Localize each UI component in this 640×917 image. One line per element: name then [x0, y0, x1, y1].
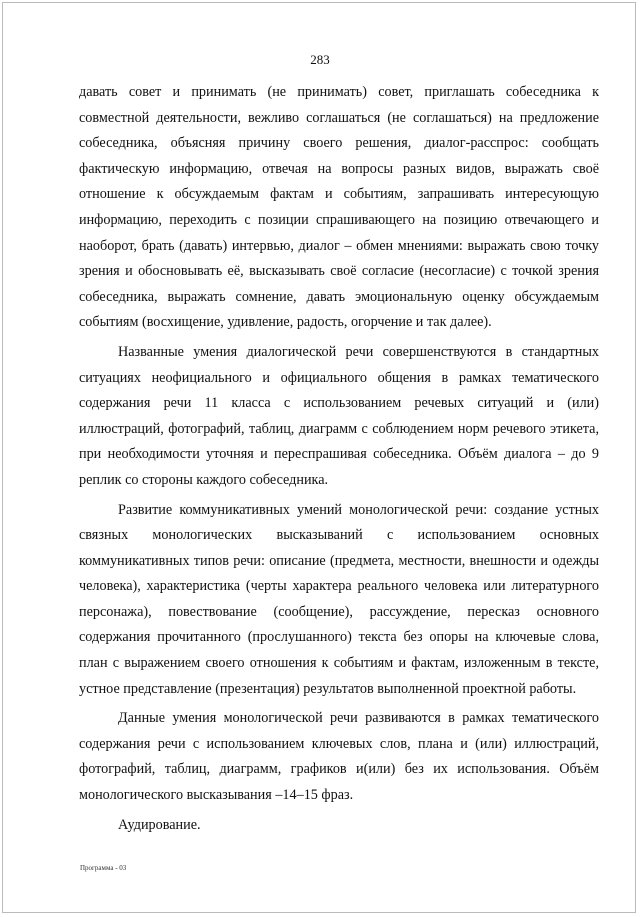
- page-number: 283: [310, 52, 330, 67]
- page-footer: Программа - 03: [80, 864, 127, 872]
- section-heading-listening: Аудирование.: [118, 816, 201, 833]
- document-body: [79, 80, 599, 838]
- paragraph-dialog-skills: давать совет и принимать (не принимать) совет, приглашать собеседника к совместной деятельности, вежливо соглашаться (не соглашаться) на предложение собеседника, объясняя причину своего решения, диалог-расспрос: сообщать фактическую информацию, отвечая на вопросы разных видов, выражать своё отношение к обсуждаемым фактам и событиям, запрашивать интересующую информацию, переходить с позиции спрашивающего на позицию отвечающего и наоборот, брать (давать) интервью, диалог – обмен мнениями: выражать свою точку зрения и обосновывать её, высказывать своё согласие (несогласие) с точкой зрения собеседника, выражать сомнение, давать эмоциональную оценку обсуждаемым событиям (восхищение, удивление, радость, огорчение и так далее).: [79, 84, 599, 331]
- paragraph-monologue-conditions: Данные умения монологической речи развиваются в рамках тематического содержания речи с использованием ключевых слов, плана и (или) иллюстраций, фотографий, таблиц, диаграмм, графиков и(или) без их использования. Объём монологического высказывания –14–15 фраз.: [79, 710, 599, 804]
- paragraph-monologue-skills: Развитие коммуникативных умений монологической речи: создание устных связных монологических высказываний с использованием основных коммуникативных типов речи: описание (предмета, местности, внешности и одежды человека), характеристика (черты характера реального человека или литературного персонажа), повествование (сообщение), рассуждение, пересказ основного содержания прочитанного (прослушанного) текста без опоры на ключевые слова, план с выражением своего отношения к событиям и фактам, изложенным в тексте, устное представление (презентация) результатов выполненной проектной работы.: [79, 501, 599, 697]
- paragraph-dialog-conditions: Названные умения диалогической речи совершенствуются в стандартных ситуациях неофициального и официального общения в рамках тематического содержания речи 11 класса с использованием речевых ситуаций и (или) иллюстраций, фотографий, таблиц, диаграмм с соблюдением норм речевого этикета, при необходимости уточняя и переспрашивая собеседника. Объём диалога – до 9 реплик со стороны каждого собеседника.: [79, 343, 599, 488]
